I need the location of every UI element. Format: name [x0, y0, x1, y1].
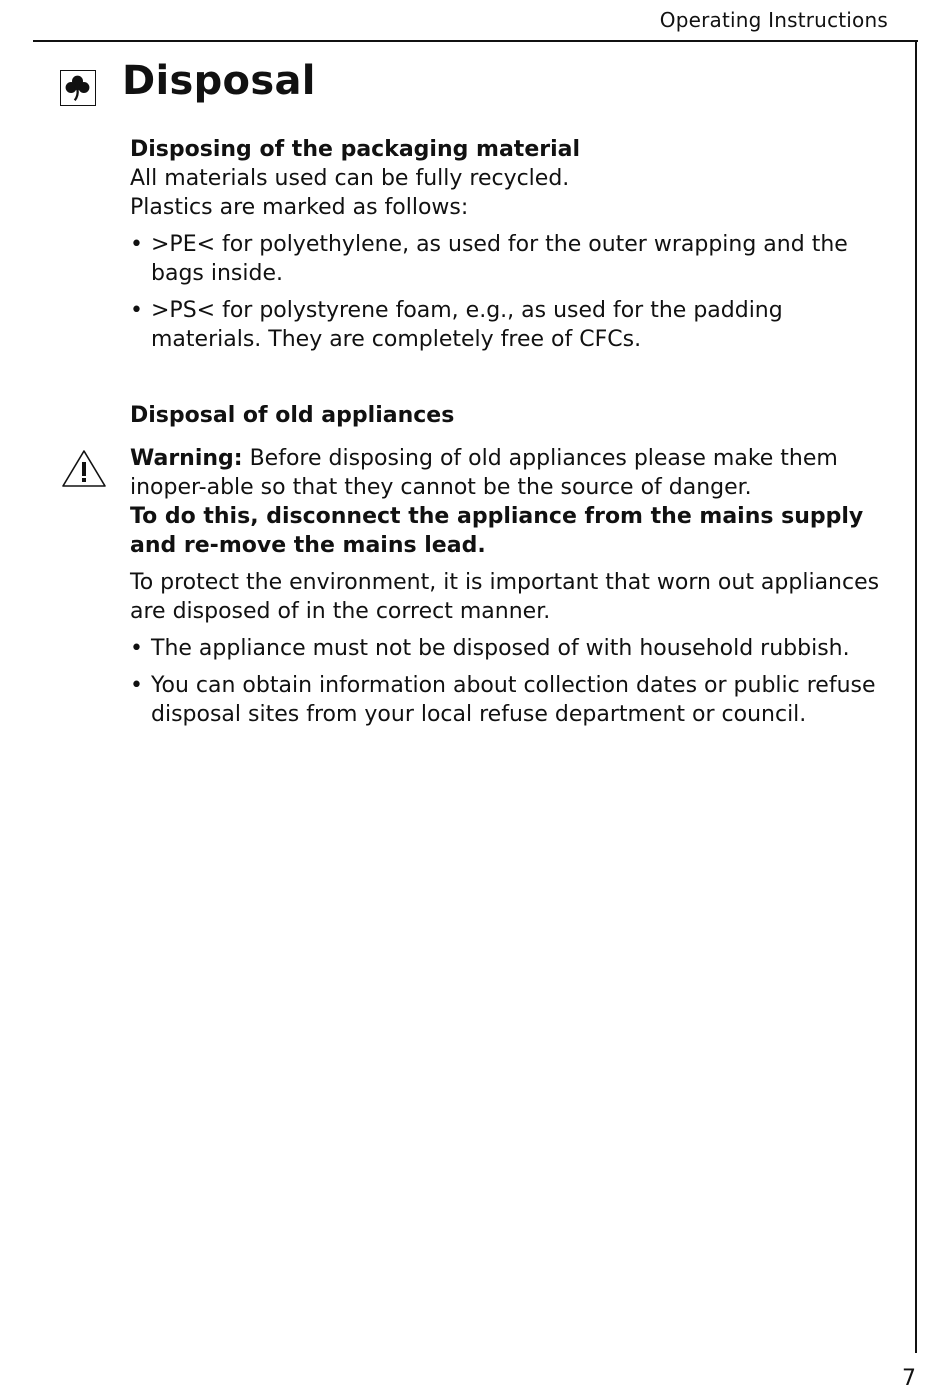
old-appliances-heading: Disposal of old appliances	[130, 403, 455, 428]
plastics-list	[130, 230, 892, 354]
margin-rule	[915, 40, 917, 1353]
list-item: • The appliance must not be disposed of with household rubbish.	[130, 634, 892, 663]
list-item: • >PE< for polyethylene, as used for the outer wrapping and the bags inside.	[130, 230, 886, 288]
old-appliances-section	[130, 401, 892, 729]
warning-body: Before disposing of old appliances please make them inoper-able so that they cannot be the source of danger.	[130, 446, 838, 500]
running-header: Operating Instructions	[659, 8, 888, 32]
packaging-text-line: All materials used can be fully recycled.	[130, 166, 570, 191]
recycling-clover-icon	[60, 70, 96, 106]
packaging-text-line: Plastics are marked as follows:	[130, 195, 469, 220]
list-item: • You can obtain information about collection dates or public refuse disposal sites from your local refuse department or council.	[130, 671, 892, 729]
warning-instruction: To do this, disconnect the appliance from the mains supply and re-move the mains lead.	[130, 504, 864, 558]
page-number: 7	[902, 1366, 916, 1391]
packaging-section	[130, 135, 892, 354]
packaging-heading: Disposing of the packaging material	[130, 137, 581, 162]
environment-text: To protect the environment, it is important that worn out appliances are disposed of in the correct manner.	[130, 570, 880, 624]
header-rule	[33, 40, 918, 42]
warning-text	[130, 444, 892, 502]
warning-triangle-icon	[60, 448, 108, 490]
page-title: Disposal	[122, 58, 316, 104]
list-item: • >PS< for polystyrene foam, e.g., as used for the padding materials. They are completely free of CFCs.	[130, 296, 880, 354]
warning-label: Warning:	[130, 446, 243, 471]
disposal-list	[130, 634, 892, 729]
